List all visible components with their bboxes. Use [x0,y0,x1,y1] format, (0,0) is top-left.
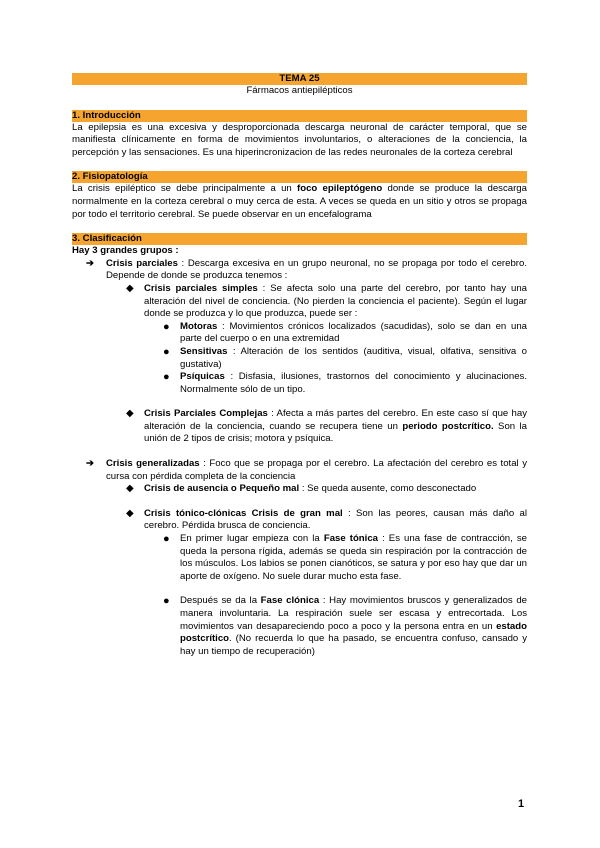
dot-bullet-icon: ● [163,533,170,546]
dot-bullet-icon: ● [163,320,170,333]
dot-bullet-icon: ● [163,345,170,358]
section-heading-introduccion: 1. Introducción [72,110,527,122]
list-item-fase-tonica: ● En primer lugar empieza con la Fase tónica : Es una fase de contracción, se queda la persona rígida, además se queda sin respiración por la contracción de los músculos. Los labios se ponen cianóticos, se satura y por eso hay que dar un aporte de oxígeno. No suele durar mucho esta fase. [163,533,527,582]
list-item-parciales-complejas: ◆ Crisis Parciales Complejas : Afecta a más partes del cerebro. En este caso sí que hay alteración de la conciencia, cuando se recupera tiene un periodo postcrítico. Son la unión de 2 tipos de crisis; motora y psíquica. [126,408,527,445]
list-item-crisis-parciales: ➔ Crisis parciales : Descarga excesiva en un grupo neuronal, no se propaga por todo el cerebro. Depende de donde se produzca tenemos : [86,257,527,282]
list-item-crisis-generalizadas: ➔ Crisis generalizadas : Foco que se propaga por el cerebro. La afectación del cerebro es total y cursa con pérdida completa de la conciencia [86,458,527,482]
arrow-icon: ➔ [86,458,95,470]
dot-bullet-icon: ● [163,595,170,608]
list-item-psiquicas: ● Psíquicas : Disfasia, ilusiones, trastornos del conocimiento y alucinaciones. Normalmente sólo de un tipo. [163,371,527,395]
diamond-bullet-icon: ◆ [126,507,134,519]
section-heading-clasificacion: 3. Clasificación [72,233,527,245]
dot-bullet-icon: ● [163,371,170,384]
diamond-bullet-icon: ◆ [126,483,134,495]
section-body-fisiopatologia: La crisis epiléptico se debe principalmente a un foco epileptógeno donde se produce la descarga normalmente en la corteza cerebral o muy cerca de esta. A veces se queda en un sitio y otros se propaga por todo el territorio cerebral. Se puede observar en un encefalograma [72,183,527,220]
page-subtitle: Fármacos antiepilépticos [246,85,353,96]
diamond-bullet-icon: ◆ [126,408,134,420]
diamond-bullet-icon: ◆ [126,282,134,294]
page-number: 1 [518,798,525,810]
list-item-crisis-tonico-clonicas: ◆ Crisis tónico-clónicas Crisis de gran mal : Son las peores, causan más daño al cerebro. Pérdida brusca de conciencia. [126,507,527,532]
document-page [72,73,527,658]
groups-intro: Hay 3 grandes grupos : [72,245,179,257]
list-item-crisis-ausencia: ◆ Crisis de ausencia o Pequeño mal : Se queda ausente, como desconectado [126,483,477,495]
section-body-introduccion: La epilepsia es una excesiva y desproporcionada descarga neuronal de carácter temporal, que se manifiesta clínicamente en forma de movimientos involuntarios, o alteraciones de la conciencia, la percepción y las sensaciones. Es una hiperincronizacion de las redes neuronales de la corteza cerebral [72,121,527,158]
list-item-fase-clonica: ● Después se da la Fase clónica : Hay movimientos bruscos y generalizados de manera involuntaria. La respiración suele ser escasa y entrecortada. Los movimientos van desapareciendo poco a poco y la persona entra en un estado postcrítico. (No recuerda lo que ha pasado, se encuentra confuso, cansado y hay un tiempo de recuperación) [163,595,528,657]
list-item-motoras: ● Motoras : Movimientos crónicos localizados (sacudidas), solo se dan en una parte del cuerpo o en una extremidad [163,320,527,345]
list-item-parciales-simples: ◆ Crisis parciales simples : Se afecta solo una parte del cerebro, por tanto hay una alteración del nivel de conciencia. (No pierden la conciencia el paciente). Según el lugar donde se produzca y lo que produzca, puede ser : [126,282,528,320]
page-title: TEMA 25 [72,73,527,85]
arrow-icon: ➔ [86,257,95,269]
list-item-sensitivas: ● Sensitivas : Alteración de los sentidos (auditiva, visual, olfativa, sensitiva o gustativa) [163,345,527,370]
section-heading-fisiopatologia: 2. Fisiopatología [72,171,527,183]
